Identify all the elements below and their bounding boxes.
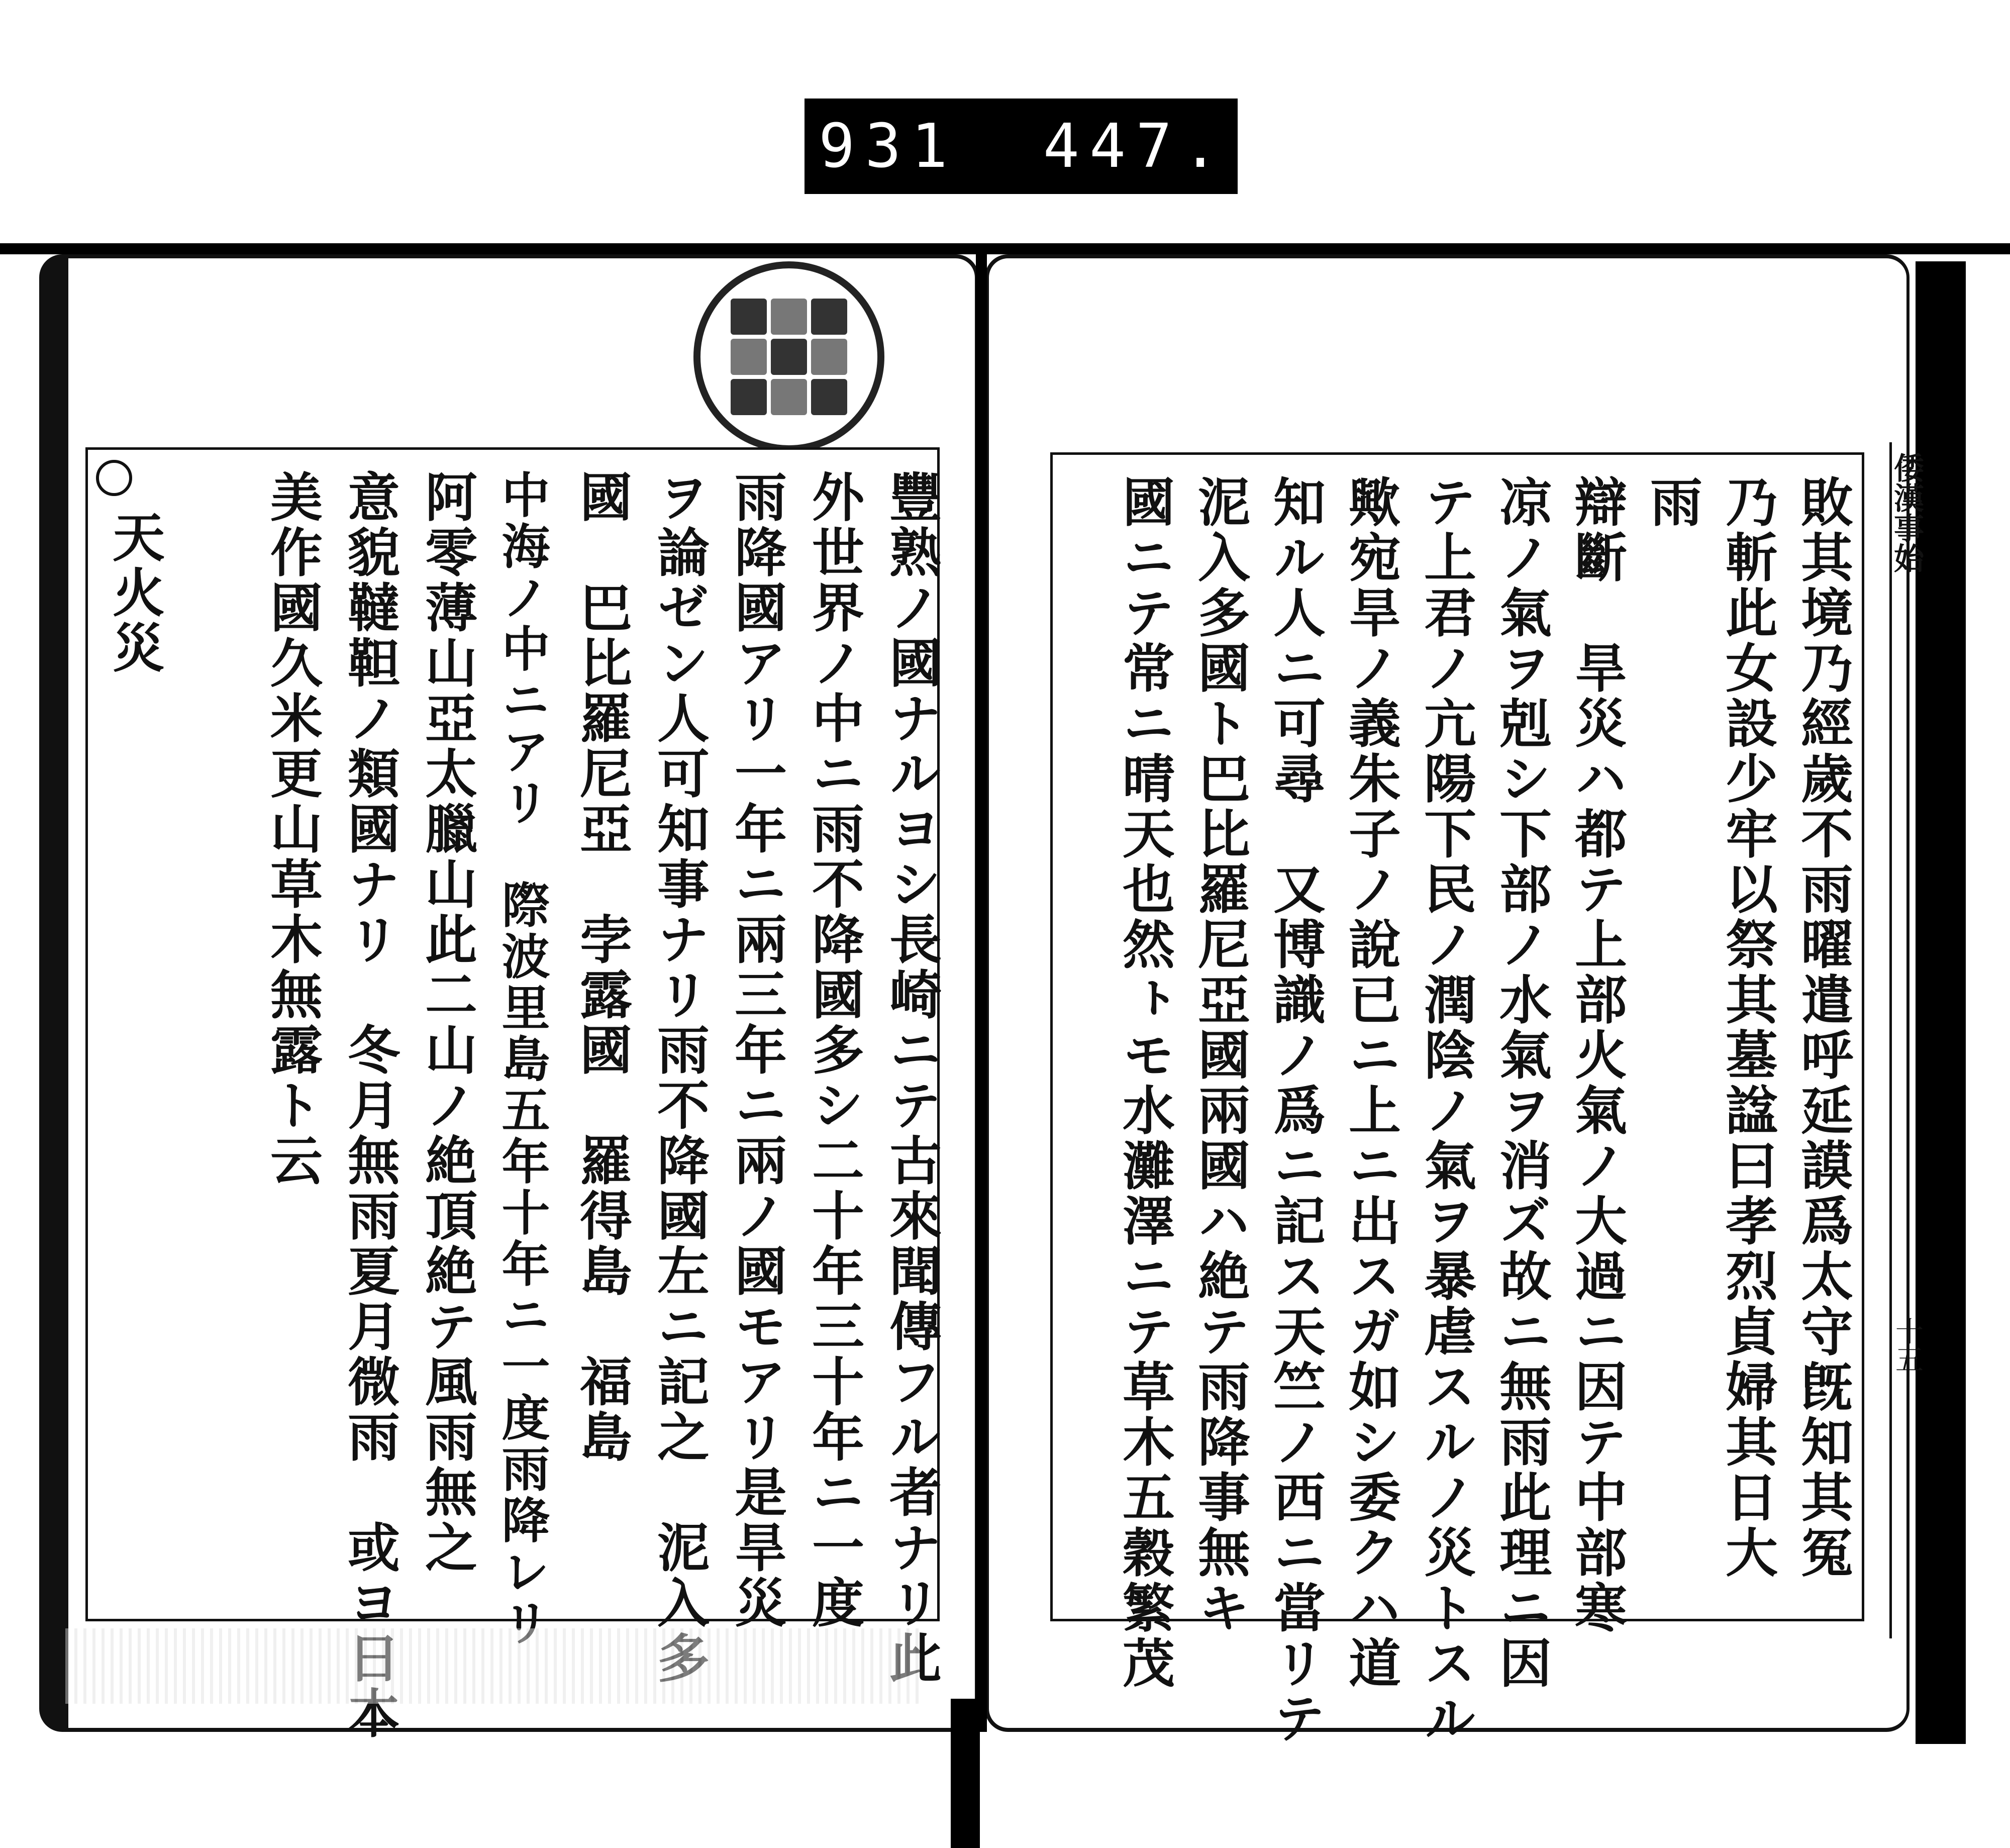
scan-top-edge [0, 243, 2010, 254]
margin-book-title: 倭漢事始 [1889, 452, 1924, 573]
page-bottom-stain [65, 1628, 920, 1704]
right-col-8: 知ル人ニ可尋 又博識ノ爲ニ記ス天竺ノ西ニ當リテ [1264, 475, 1326, 1746]
right-col-6: テ上君ノ亢陽下民ノ潤陰ノ氣ヲ暴虐スルノ災トスル [1415, 475, 1477, 1746]
left-col-7: 阿零薄山亞太臘山此二山ノ絶頂絶テ風雨無之 [416, 470, 478, 1576]
right-col-9: 泥入多國ト巴比羅尼亞國兩國ハ絶テ雨降事無キ [1189, 475, 1251, 1636]
left-col-6: 中海ノ中ニアリ 際波里島五年十年ニ一度雨降レリ [494, 470, 551, 1649]
left-col-2: 外世界ノ中ニ雨不降國多シ二十年三十年ニ一度 [803, 470, 865, 1631]
left-col-5: 國 巴比羅尼亞 孛露國 羅得島 福島 [571, 470, 633, 1465]
right-col-4: 辯斷 旱災ハ都テ上部火氣ノ大過ニ因テ中部寒 [1566, 475, 1628, 1636]
right-col-10: 國ニテ常ニ晴天也然ㇳモ水灘澤ニテ草木五穀繁茂 [1114, 475, 1175, 1691]
call-number-right: 447. [1043, 111, 1229, 181]
right-col-3: 雨 [1641, 475, 1703, 530]
bottom-gutter-shadow [951, 1699, 980, 1848]
right-margin-title-strip [1889, 442, 1924, 1638]
call-number-left: 931 [819, 111, 958, 181]
left-col-3: 雨降國アリ一年ニ兩三年ニ兩ノ國モアリ是旱災 [726, 470, 787, 1631]
right-col-5: 凉ノ氣ヲ剋シ下部ノ水氣ヲ消ズ故ニ無雨此理ニ因 [1490, 475, 1552, 1691]
left-col-8: 意貌韃靼ノ類國ナリ 冬月無雨夏月微雨 或ヨ日本 [339, 470, 400, 1741]
right-col-7: 歟宛旱ノ義朱子ノ說已ニ上ニ出スガ如シ委クハ道 [1340, 475, 1401, 1691]
book-gutter [976, 254, 987, 1732]
left-page-text-frame [85, 447, 942, 1741]
margin-page-number: 十五 [1891, 1317, 1924, 1373]
left-col-4: ヲ論ゼン人可知事ナリ雨不降國左ニ記之 泥入多 [648, 470, 710, 1686]
left-col-1: 豐熟ノ國ナルヨシ長崎ニテ古來聞傳フル者ナリ此 [880, 470, 942, 1686]
left-col-heading: 天火災 [104, 510, 165, 676]
right-col-2: 乃斬此女設少牢以祭其墓諡曰孝烈貞婦其日大 [1717, 475, 1778, 1581]
call-number-label [805, 99, 1238, 194]
right-page-text-frame [1050, 452, 1864, 1746]
library-seal-stamp [693, 261, 884, 452]
circle-mark-icon [96, 460, 132, 496]
right-col-1: 敗其境乃經歲不雨曜遣呼延謨爲太守旣知其冤 [1792, 475, 1854, 1581]
left-col-9: 美作國久米更山草木無露ト云 [261, 470, 323, 1189]
